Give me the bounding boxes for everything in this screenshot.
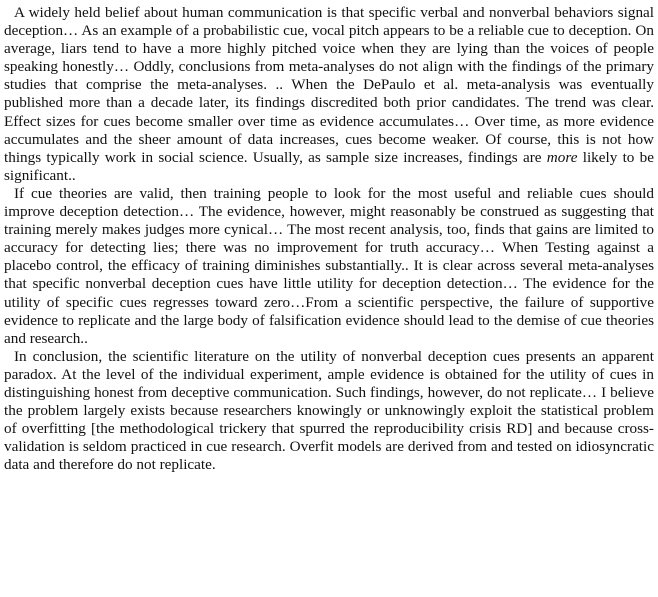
paragraph-1	[4, 4, 654, 185]
paragraph-1-text: A widely held belief about human communication is that specific verbal and nonverbal behaviors signal deception… As an example of a probabilistic cue, vocal pitch appears to be a reliable cue to deception. On average, liars tend to have a more highly pitched voice when they are lying than the voices of people speaking honestly… Oddly, conclusions from meta-analyses do not align with the findings of the primary studies that comprise the meta-analyses. .. When the DePaulo et al. meta-analysis was eventually published more than a decade later, its findings discredited both prior candidates. The trend was clear. Effect sizes for cues become smaller over time as evidence accumulates… Over time, as more evidence accumulates and the sheer amount of data increases, cues become weaker. Of course, this is not how things typically work in social science. Usually, as sample size increases, findings are	[4, 4, 654, 166]
paragraph-1-emphasis: more	[546, 148, 578, 166]
paragraph-3: In conclusion, the scientific literature on the utility of nonverbal deception cues presents an apparent paradox. At the level of the individual experiment, ample evidence is obtained for the utility of cues in distinguishing honest from deceptive communication. Such findings, however, do not replicate… I believe the problem largely exists because researchers knowingly or unknowingly exploit the statistical problem of overfitting [the methodological trickery that spurred the reproducibility crisis RD] and because cross-validation is seldom practiced in cue research. Overfit models are derived from and tested on idiosyncratic data and therefore do not replicate.	[4, 347, 654, 474]
paragraph-1-ending: likely to be significant..	[4, 148, 654, 184]
paragraph-2: If cue theories are valid, then training people to look for the most useful and reliable cues should improve deception detection… The evidence, however, might reasonably be construed as suggesting that training merely makes judges more cynical… The most recent analysis, too, finds that gains are limited to accuracy for detecting lies; there was no improvement for truth accuracy… When Testing against a placebo control, the efficacy of training diminishes substantially.. It is clear across several meta-analyses that specific nonverbal deception cues have little utility for deception detection… The evidence for the utility of specific cues regresses toward zero…From a scientific perspective, the failure of supportive evidence to replicate and the large body of falsification evidence should lead to the demise of cue theories and research..	[4, 184, 654, 347]
